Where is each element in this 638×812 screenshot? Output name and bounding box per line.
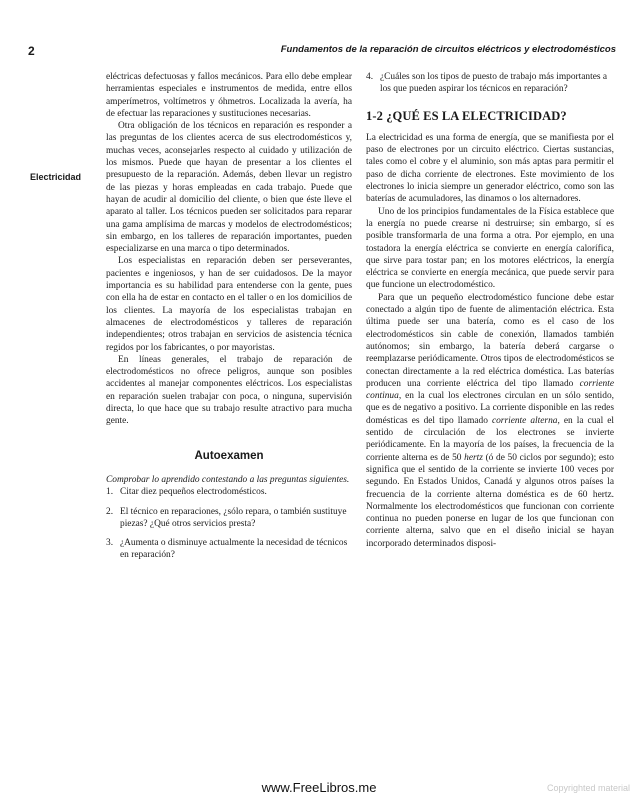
paragraph-text: , en la cual el sentido de circulación de los electrones se invierte periódicamente. En la mayoría de los países, la frecuencia de la corriente alterna es de 50 bbox=[366, 415, 614, 463]
copyright-watermark: Copyrighted material bbox=[546, 783, 630, 793]
question-item bbox=[366, 71, 614, 96]
body-paragraph: eléctricas defectuosas y fallos mecánicos. Para ello debe emplear herramientas especiales e instrumentos de medida, entre ellos amperímetros, voltímetros y óhmetros. Localizada la avería, ha de efectuar las reparaciones y sustituciones necesarias. bbox=[106, 72, 352, 119]
question-text: Citar diez pequeños electrodomésticos. bbox=[120, 487, 267, 498]
body-paragraph: La electricidad es una forma de energía, que se manifiesta por el paso de electrones por un circuito eléctrico. Ciertas sustancias, tales como el cobre y el aluminio, son más aptas para permitir el paso de dicha corriente de electrones. Este movimiento de los electrones lo inicia siempre un generador eléctrico, como son las baterías de acumuladores, las dinamos o los alternadores. bbox=[366, 132, 614, 205]
running-header bbox=[0, 44, 638, 58]
self-exam-questions bbox=[106, 486, 352, 561]
question-item bbox=[106, 486, 352, 498]
body-paragraph: Los especialistas en reparación deben ser perseverantes, pacientes e ingeniosos, y han de ser cuidadosos. De la mayor importancia es su habilidad para entenderse con la gente, pues con ella ha de estar en contacto en el taller o en los domicilios de los clientes. La mayoría de los especialistas trabajan en almacenes de electrodomésticos y talleres de reparación independientes; otros trabajan en servicios de asistencia técnica regidos por los fabricantes, o por mayoristas. bbox=[106, 256, 352, 353]
body-paragraph bbox=[366, 292, 614, 550]
body-paragraph: En líneas generales, el trabajo de reparación de electrodomésticos no ofrece peligros, aunque son posibles accidentes al manejar componentes eléctricos. Los especialistas en reparación suelen trabajar con poca, o ninguna, supervisión directa, lo que hace que su trabajo resulte atractivo para mucha gente. bbox=[106, 354, 352, 427]
term-corriente-continua: corriente continua bbox=[366, 378, 614, 402]
footer-website-link[interactable]: www.FreeLibros.me bbox=[261, 780, 377, 795]
margin-note: Electricidad bbox=[30, 172, 82, 182]
paragraph-text: , en la cual los electrones circulan en un sólo sentido, que es de negativo a positivo. La corriente disponible en las redes domésticas es del tipo llamado bbox=[366, 391, 614, 426]
self-exam-title: Autoexamen bbox=[194, 449, 264, 462]
right-column bbox=[366, 71, 614, 550]
body-paragraph: Uno de los principios fundamentales de la Física establece que la energía no puede crearse ni destruirse; sin embargo, sí es posible transformarla de una forma a otra. Por ejemplo, en una tostadora la energía eléctrica se convierte en energía calorífica, que sirve para tostar pan; en los motores eléctricos, la energía eléctrica se convierte en energía mecánica, que puede servir para que funcione un electrodoméstico. bbox=[366, 206, 614, 291]
question-text: ¿Aumenta o disminuye actualmente la necesidad de técnicos en reparación? bbox=[120, 538, 348, 561]
paragraph-text: (ó de 50 ciclos por segundo); esto significa que el sentido de la corriente se invierte 100 veces por segundo. En Estados Unidos, Canadá y algunos otros países la frecuencia de la corriente alterna doméstica es de 60 hertz. Normalmente los electrodomésticos que funcionan con corriente continua no pueden ponerse en lugar de los que funcionan con corriente alterna, salvo que en el diseño inicial se hayan incorporado determinados disposi- bbox=[366, 452, 614, 549]
body-paragraph: Otra obligación de los técnicos en reparación es responder a las preguntas de los clientes acerca de sus electrodomésticos y, muchas veces, aconsejarles respecto al cuidado y utilización de los mismos. Puede que hayan de presentar a los clientes el presupuesto de la reparación. Además, deben llevar un registro de las piezas y horas empleadas en cada trabajo. Puede que hayan de acudir al domicilio del cliente, o bien que éste lleve el aparato al taller. Los técnicos pueden ser solicitados para reparar una gama amplísima de marcas y modelos de electrodomésticos; sin embargo, en los talleres de reparación importantes, pueden especializarse en una marca o tipo determinados. bbox=[106, 121, 352, 255]
term-hertz: hertz bbox=[464, 452, 483, 463]
question-number: 4. bbox=[366, 72, 374, 82]
page-number: 2 bbox=[28, 44, 35, 58]
running-title: Fundamentos de la reparación de circuitos eléctricos y electrodomésticos bbox=[280, 44, 616, 55]
question-text: ¿Cuáles son los tipos de puesto de trabajo más importantes a los que pueden aspirar los técnicos en reparación? bbox=[380, 72, 608, 95]
section-heading: 1-2 ¿QUÉ ES LA ELECTRICIDAD? bbox=[366, 108, 567, 123]
term-corriente-alterna: corriente alterna bbox=[491, 415, 558, 426]
question-item bbox=[106, 506, 352, 531]
paragraph-text: Para que un pequeño electrodoméstico funcione debe estar conectado a algún tipo de fuente de alimentación eléctrica. Esta última puede ser una batería, como es el caso de los electrodomésticos sin cable de conexión, llamados también autónomos; sin embargo, la batería deberá cargarse o reemplazarse periódicamente. Otros tipos de electrodomésticos se conectan directamente a la red eléctrica doméstica. Las baterías producen una corriente eléctrica del tipo llamado bbox=[366, 292, 614, 389]
question-number: 3. bbox=[106, 538, 114, 549]
question-text: El técnico en reparaciones, ¿sólo repara, o también sustituye piezas? ¿Qué otros servicios presta? bbox=[120, 506, 347, 529]
question-number: 1. bbox=[106, 487, 114, 498]
question-number: 2. bbox=[106, 506, 114, 517]
self-exam-intro: Comprobar lo aprendido contestando a las preguntas siguientes. bbox=[106, 474, 350, 485]
self-exam-questions-continued bbox=[366, 71, 614, 96]
left-column bbox=[106, 71, 352, 569]
question-item bbox=[106, 537, 352, 562]
